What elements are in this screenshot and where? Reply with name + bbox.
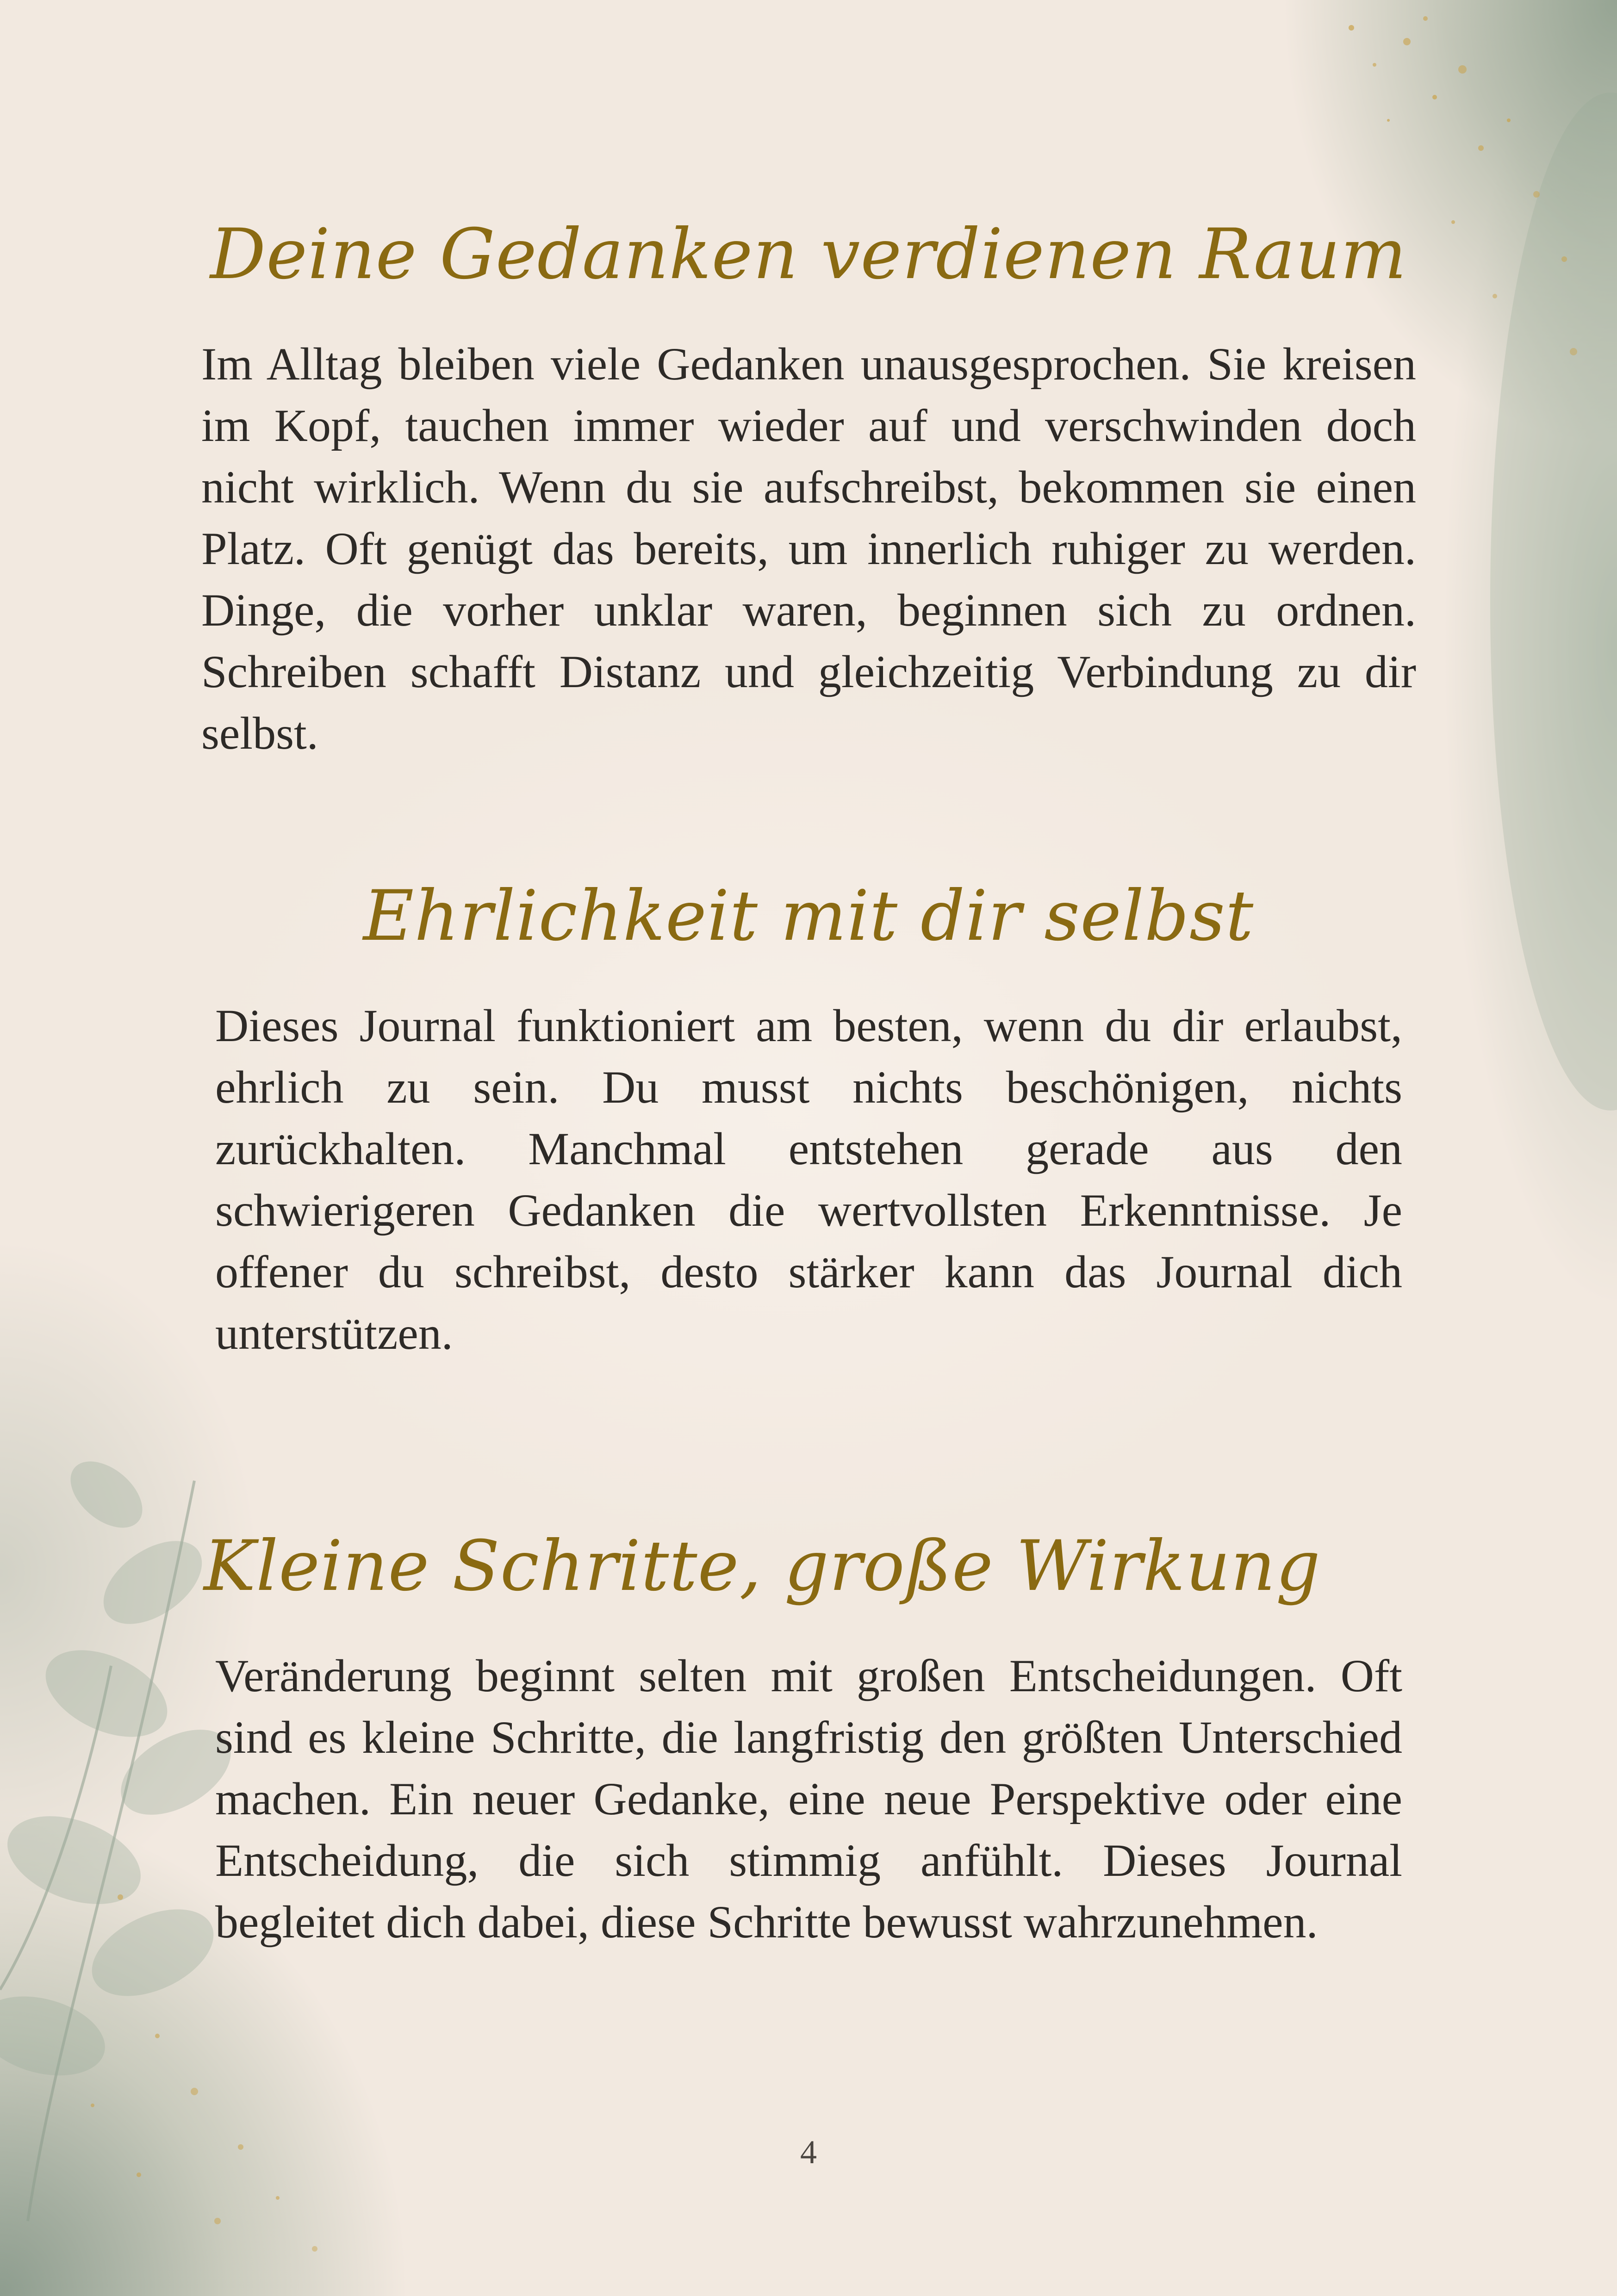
section-heading: Deine Gedanken verdienen Raum: [210, 214, 1407, 295]
section-paragraph: Dieses Journal funktioniert am besten, wenn du dir erlaubst, ehrlich zu sein. Du musst nichts beschönigen, nichts zurückhalten. Manchmal entstehen gerade aus den schwierigeren Gedanken die wertvollsten Erkenntnisse. Je offener du schreibst, desto stärker kann das Journal dich unterstützen.: [215, 1000, 1402, 1359]
section-heading: Ehrlichkeit mit dir selbst: [363, 876, 1254, 956]
section-heading: Kleine Schritte, große Wirkung: [204, 1526, 1321, 1607]
section-paragraph: Veränderung beginnt selten mit großen Entscheidungen. Oft sind es kleine Schritte, die langfristig den größten Unterschied machen. Ein neuer Gedanke, eine neue Perspektive oder eine Entscheidung, die sich stimmig anfühlt. Dieses Journal begleitet dich dabei, diese Schritte bewusst wahrzunehmen.: [215, 1650, 1402, 1948]
section-paragraph: Im Alltag bleiben viele Gedanken unausgesprochen. Sie kreisen im Kopf, tauchen immer wieder auf und verschwinden doch nicht wirklich. Wenn du sie aufschreibst, bekommen sie einen Platz. Oft genügt das bereits, um innerlich ruhiger zu werden. Dinge, die vorher unklar waren, beginnen sich zu ordnen. Schreiben schafft Distanz und gleichzeitig Verbindung zu dir selbst.: [201, 338, 1416, 759]
page-number: 4: [800, 2134, 817, 2171]
